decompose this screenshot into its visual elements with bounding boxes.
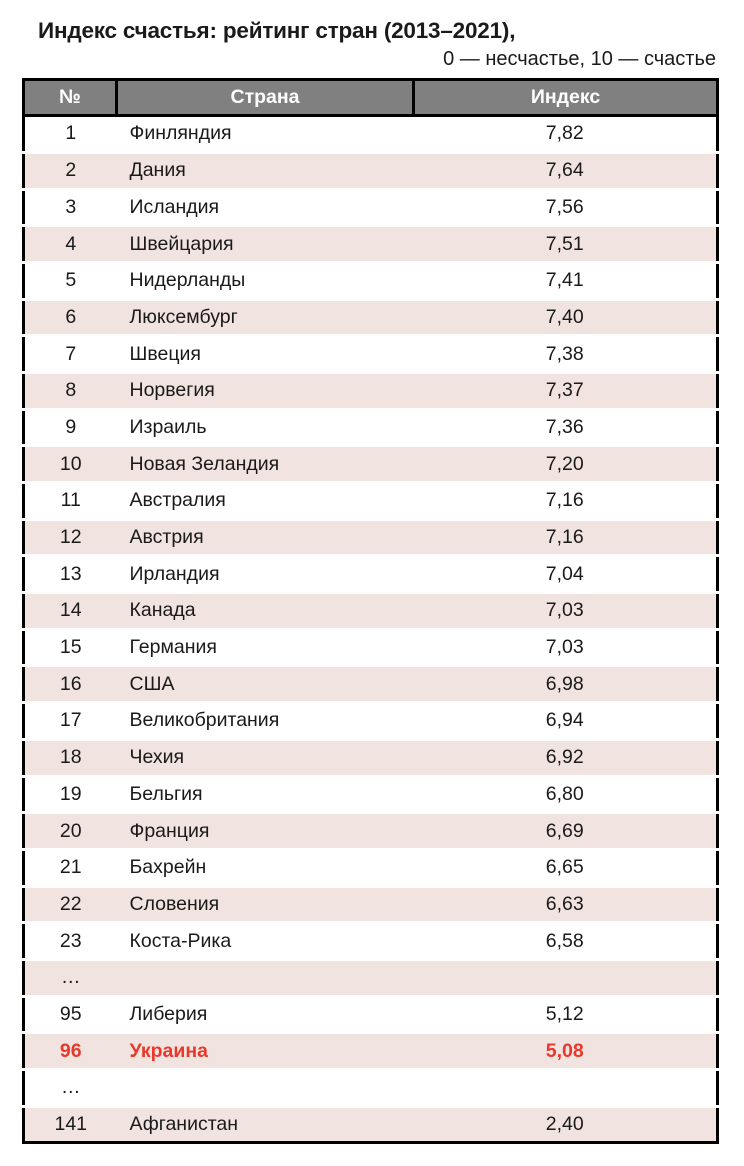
table-row	[24, 262, 718, 299]
country-cell: Швейцария	[117, 226, 414, 263]
table-row	[24, 1033, 718, 1070]
table-row	[24, 116, 718, 153]
ellipsis-row	[24, 959, 718, 996]
rank-cell: 141	[24, 1106, 117, 1143]
table-row	[24, 446, 718, 483]
index-cell: 7,64	[414, 152, 718, 189]
index-cell: 6,65	[414, 849, 718, 886]
index-cell: 6,94	[414, 703, 718, 740]
scale-subtitle: 0 — несчастье, 10 — счастье	[443, 48, 716, 71]
rank-cell: 96	[24, 1033, 117, 1070]
country-cell: Германия	[117, 629, 414, 666]
rank-cell: 17	[24, 703, 117, 740]
country-cell: Дания	[117, 152, 414, 189]
index-cell: 7,04	[414, 556, 718, 593]
rank-cell: 2	[24, 152, 117, 189]
table-row	[24, 593, 718, 630]
country-cell: Израиль	[117, 409, 414, 446]
rank-cell: 5	[24, 262, 117, 299]
index-cell: 6,98	[414, 666, 718, 703]
index-cell: 6,92	[414, 739, 718, 776]
table-row	[24, 519, 718, 556]
index-cell: 7,16	[414, 483, 718, 520]
index-cell: 6,63	[414, 886, 718, 923]
table-row	[24, 776, 718, 813]
country-cell: Швеция	[117, 336, 414, 373]
country-cell: Бельгия	[117, 776, 414, 813]
rank-cell: 95	[24, 996, 117, 1033]
table-row	[24, 849, 718, 886]
index-cell: 7,56	[414, 189, 718, 226]
index-cell: 7,16	[414, 519, 718, 556]
rank-cell: 21	[24, 849, 117, 886]
table-body	[24, 116, 718, 1143]
country-cell	[117, 1070, 414, 1107]
table-row	[24, 739, 718, 776]
rank-cell: 16	[24, 666, 117, 703]
index-cell: 7,40	[414, 299, 718, 336]
rank-cell: 4	[24, 226, 117, 263]
happiness-rating-table	[22, 78, 719, 1144]
rank-cell: 19	[24, 776, 117, 813]
country-cell: Австралия	[117, 483, 414, 520]
country-cell: Чехия	[117, 739, 414, 776]
country-cell: Нидерланды	[117, 262, 414, 299]
table-row	[24, 372, 718, 409]
rank-cell: 14	[24, 593, 117, 630]
index-cell: 6,58	[414, 923, 718, 960]
index-cell: 7,03	[414, 593, 718, 630]
country-cell: Словения	[117, 886, 414, 923]
table-row	[24, 996, 718, 1033]
rank-cell: 22	[24, 886, 117, 923]
country-cell: Либерия	[117, 996, 414, 1033]
table-header-row	[24, 80, 718, 116]
column-header-rank: №	[24, 80, 117, 116]
country-cell: Новая Зеландия	[117, 446, 414, 483]
country-cell	[117, 959, 414, 996]
ellipsis-row	[24, 1070, 718, 1107]
index-cell	[414, 959, 718, 996]
country-cell: Бахрейн	[117, 849, 414, 886]
table-row	[24, 336, 718, 373]
index-cell: 7,38	[414, 336, 718, 373]
country-cell: Коста-Рика	[117, 923, 414, 960]
country-cell: Франция	[117, 813, 414, 850]
index-cell: 7,41	[414, 262, 718, 299]
country-cell: Исландия	[117, 189, 414, 226]
country-cell: Украина	[117, 1033, 414, 1070]
rank-cell: 1	[24, 116, 117, 153]
country-cell: Великобритания	[117, 703, 414, 740]
table-row	[24, 483, 718, 520]
table-row	[24, 886, 718, 923]
index-cell: 7,20	[414, 446, 718, 483]
index-cell: 7,36	[414, 409, 718, 446]
rank-cell: 15	[24, 629, 117, 666]
index-cell: 5,08	[414, 1033, 718, 1070]
index-cell: 7,51	[414, 226, 718, 263]
table-row	[24, 1106, 718, 1143]
country-cell: Финляндия	[117, 116, 414, 153]
index-cell: 7,03	[414, 629, 718, 666]
index-cell: 6,80	[414, 776, 718, 813]
rank-cell: …	[24, 1070, 117, 1107]
table-row	[24, 666, 718, 703]
rank-cell: 12	[24, 519, 117, 556]
table-row	[24, 226, 718, 263]
column-header-country: Страна	[117, 80, 414, 116]
index-cell: 6,69	[414, 813, 718, 850]
table-row	[24, 299, 718, 336]
country-cell: Люксембург	[117, 299, 414, 336]
rank-cell: 8	[24, 372, 117, 409]
country-cell: Норвегия	[117, 372, 414, 409]
index-cell: 5,12	[414, 996, 718, 1033]
page-title: Индекс счастья: рейтинг стран (2013–2021),	[38, 18, 516, 43]
country-cell: США	[117, 666, 414, 703]
rank-cell: 23	[24, 923, 117, 960]
rank-cell: 11	[24, 483, 117, 520]
country-cell: Австрия	[117, 519, 414, 556]
index-cell: 7,82	[414, 116, 718, 153]
table-row	[24, 813, 718, 850]
rank-cell: 7	[24, 336, 117, 373]
rank-cell: …	[24, 959, 117, 996]
table-row	[24, 152, 718, 189]
index-cell	[414, 1070, 718, 1107]
country-cell: Ирландия	[117, 556, 414, 593]
column-header-index: Индекс	[414, 80, 718, 116]
country-cell: Канада	[117, 593, 414, 630]
rank-cell: 9	[24, 409, 117, 446]
rank-cell: 13	[24, 556, 117, 593]
index-cell: 7,37	[414, 372, 718, 409]
rank-cell: 3	[24, 189, 117, 226]
table-row	[24, 189, 718, 226]
table-row	[24, 703, 718, 740]
rank-cell: 10	[24, 446, 117, 483]
country-cell: Афганистан	[117, 1106, 414, 1143]
rank-cell: 20	[24, 813, 117, 850]
table-row	[24, 556, 718, 593]
rank-cell: 6	[24, 299, 117, 336]
table-row	[24, 409, 718, 446]
index-cell: 2,40	[414, 1106, 718, 1143]
table-row	[24, 629, 718, 666]
table-row	[24, 923, 718, 960]
rank-cell: 18	[24, 739, 117, 776]
